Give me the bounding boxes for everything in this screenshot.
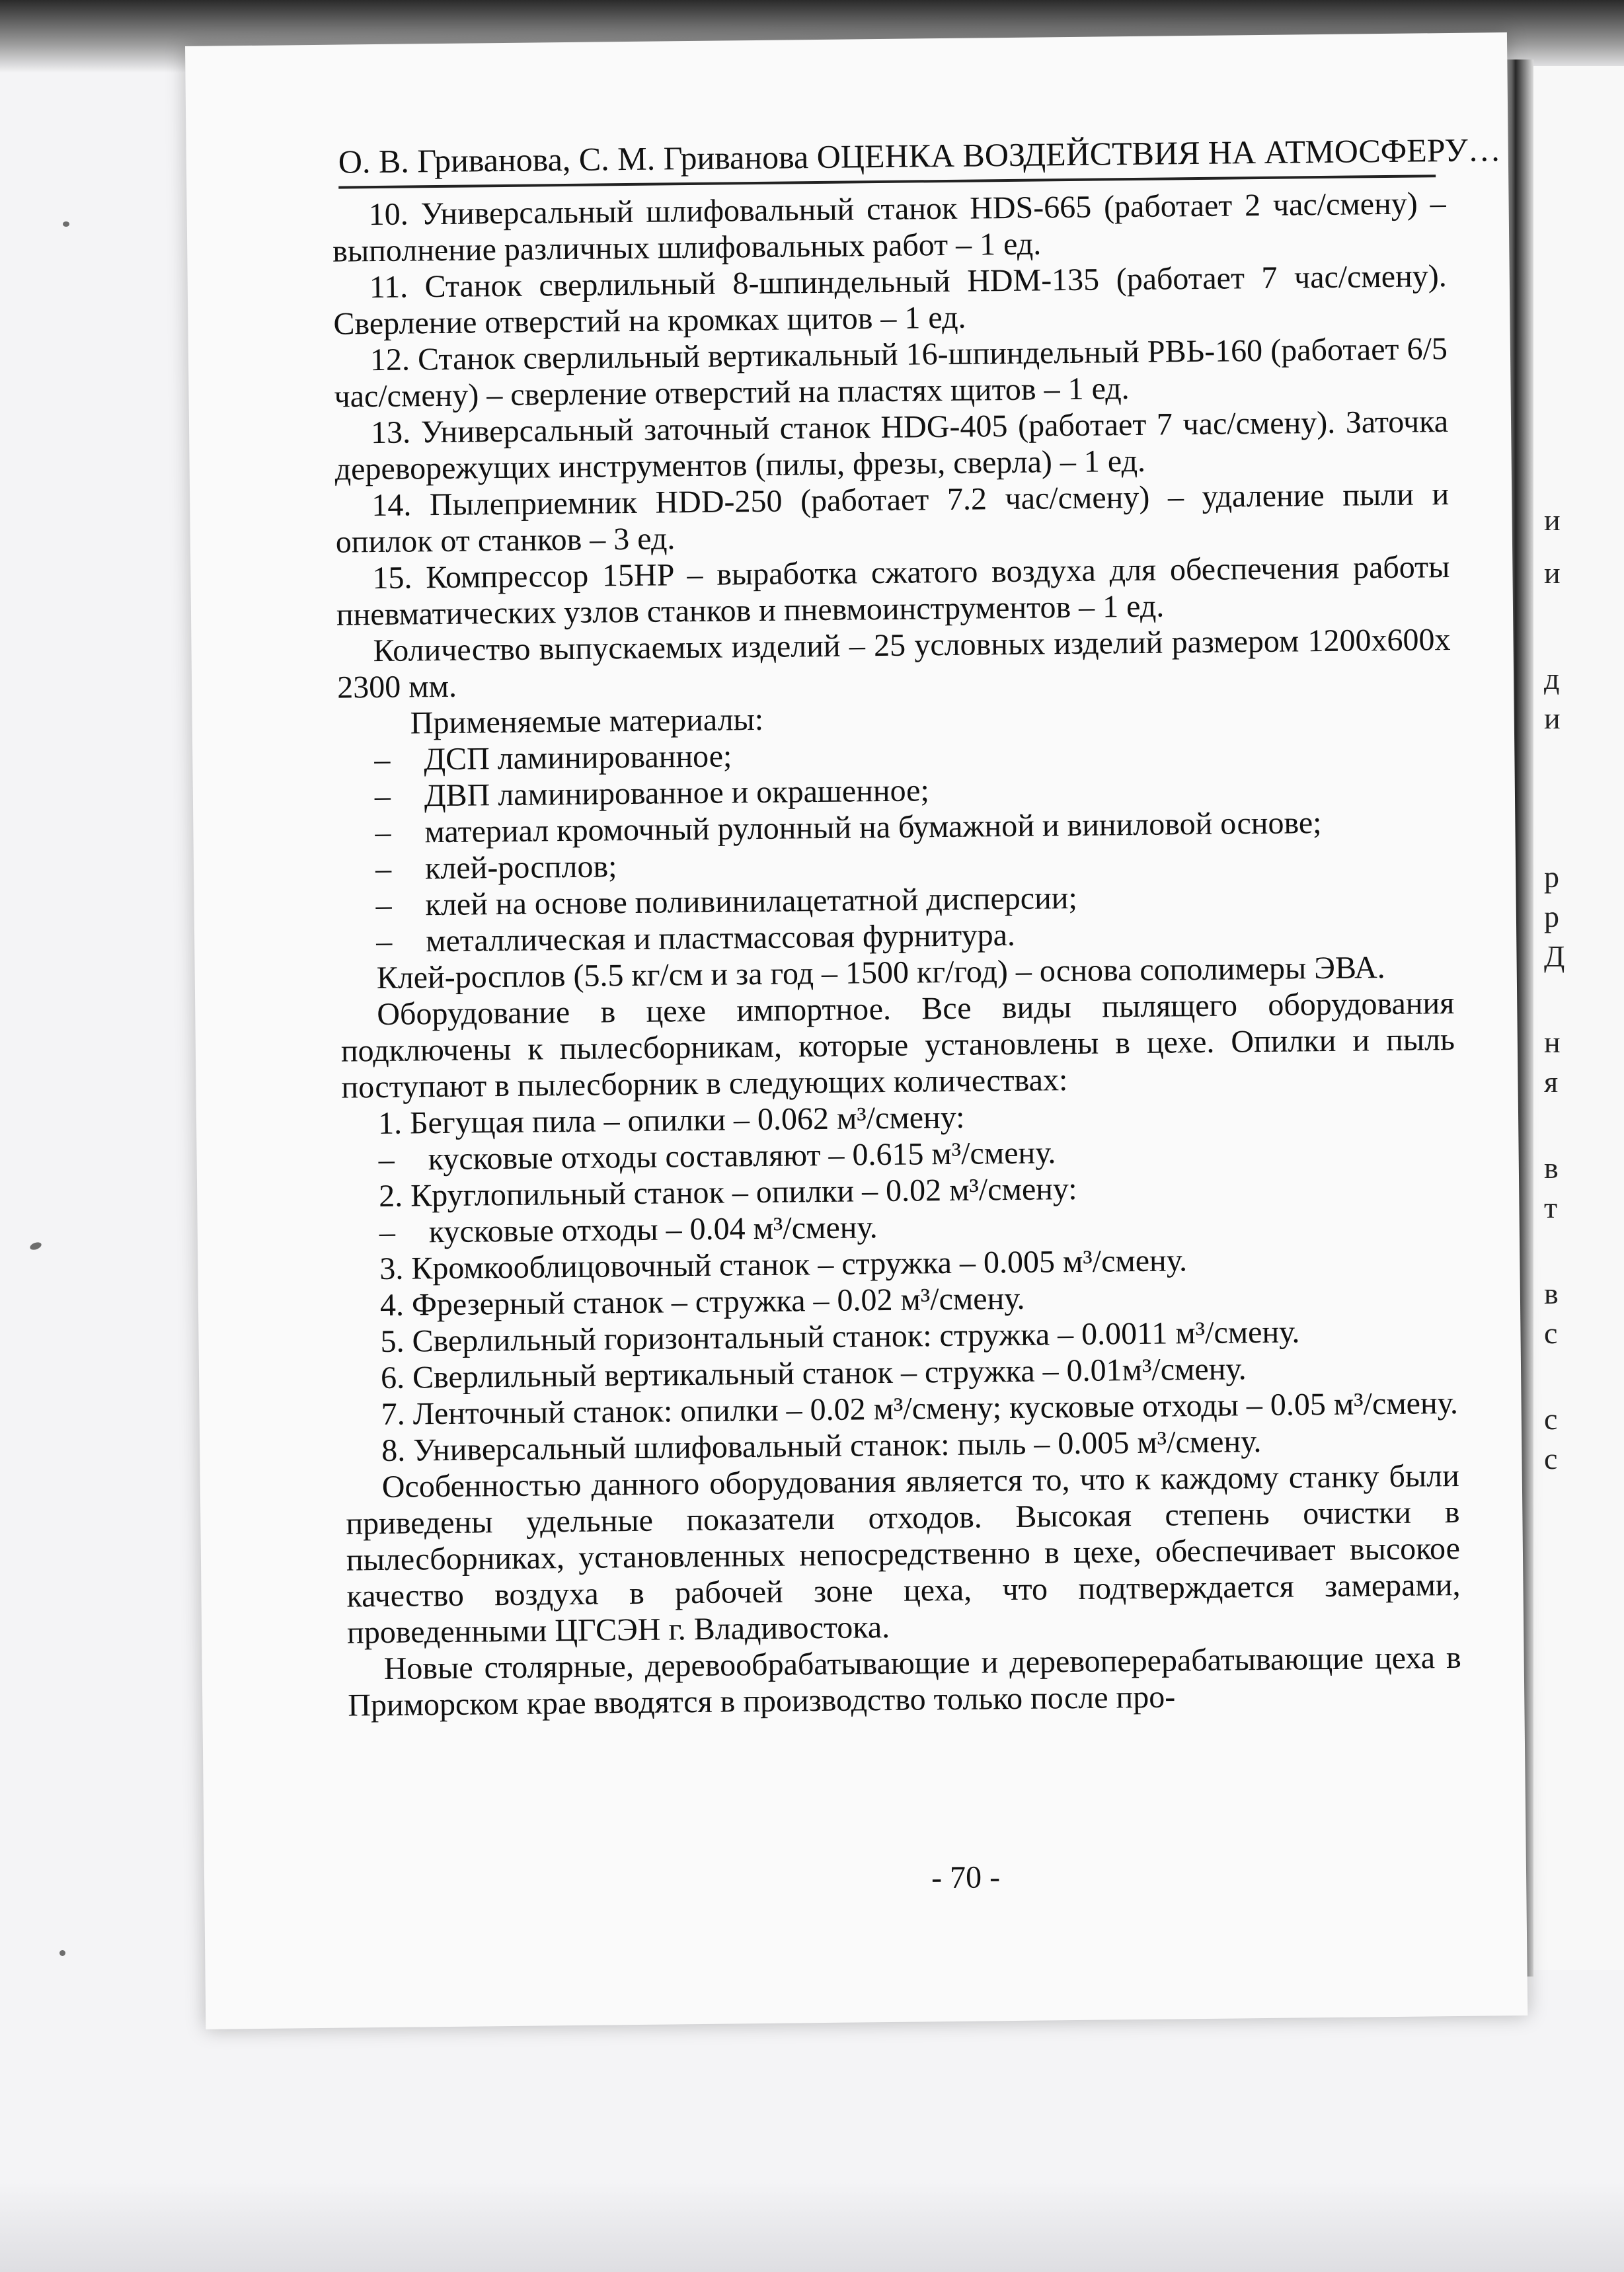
materials-list-item: – материал кромочный рулонный на бумажной и виниловой основе; [375, 805, 1322, 851]
adjacent-page-fragment: р [1544, 860, 1559, 894]
scan-speck [63, 221, 69, 227]
scan-bottom-edge [0, 2181, 1624, 2272]
adjacent-page-fragment: в [1544, 1151, 1559, 1185]
materials-intro: Применяемые материалы: [410, 701, 764, 741]
adjacent-page-fragment: я [1544, 1065, 1559, 1099]
materials-list-item: – клей-росплов; [375, 849, 617, 887]
adjacent-page-fragment: с [1544, 1402, 1558, 1436]
adjacent-page-fragment: в [1544, 1276, 1559, 1310]
adjacent-page-fragment: с [1544, 1442, 1558, 1475]
scan-speck [59, 1950, 65, 1956]
waste-item-6: 6. Сверлильный вертикальный станок – стружка – 0.01м³/смену. [380, 1351, 1247, 1396]
quantity-paragraph: Количество выпускаемых изделий – 25 условных изделий размером 1200х600х 2300 мм. [336, 622, 1451, 705]
adjacent-page [1533, 66, 1624, 1970]
equipment-item-13: 13. Универсальный заточный станок HDG-405 (работает 7 час/смену). Заточка дереворежущих инструментов (пилы, фрезы, сверла) – 1 ед. [334, 404, 1449, 487]
feature-paragraph: Особенностью данного оборудования является то, что к каждому станку были приведены удельные показатели отходов. Высокая степень очистки в пылесборниках, установленных непосредственно в цехе, обеспечивает высокое качество воздуха в рабочей зоне цеха, что подтверждается замерами, проведенными ЦГСЭН г. Владивостока. [346, 1458, 1461, 1651]
adjacent-page-fragment: с [1544, 1316, 1558, 1350]
adjacent-page-fragment: д [1544, 662, 1560, 695]
new-shops-paragraph: Новые столярные, деревообрабатывающие и деревоперерабатывающие цеха в Приморском крае вводятся в производство только после про- [348, 1639, 1461, 1723]
waste-item-2-sub: – кусковые отходы – 0.04 м³/смену. [379, 1210, 878, 1251]
materials-list-item: – ДСП ламинированное; [374, 738, 732, 778]
page-body [332, 185, 1461, 1724]
materials-list-item: – ДВП ламинированное и окрашенное; [374, 773, 930, 814]
waste-item-7: 7. Ленточный станок: опилки – 0.02 м³/смену; кусковые отходы – 0.05 м³/смену. [381, 1385, 1459, 1432]
materials-list-item: – клей на основе поливинилацетатной дисперсии; [375, 880, 1078, 923]
running-header: О. В. Гриванова, С. М. Гриванова ОЦЕНКА ВОЗДЕЙСТВИЯ НА АТМОСФЕРУ… [338, 131, 1436, 188]
glue-paragraph: Клей-росплов (5.5 кг/см и за год – 1500 кг/год) – основа сополимеры ЭВА. [376, 950, 1385, 996]
adjacent-page-fragment: и [1544, 503, 1561, 537]
waste-item-3: 3. Кромкооблицовочный станок – стружка – 0.005 м³/смену. [379, 1243, 1188, 1287]
adjacent-page-fragment: и [1544, 556, 1561, 590]
adjacent-page-fragment: р [1544, 900, 1559, 933]
adjacent-page-fragment: Д [1544, 939, 1565, 973]
materials-list-item: – металлическая и пластмассовая фурнитура. [375, 917, 1016, 960]
waste-item-2: 2. Круглопильный станок – опилки – 0.02 м³/смену: [378, 1171, 1077, 1214]
equipment-item-15: 15. Компрессор 15HP – выработка сжатого воздуха для обеспечения работы пневматических узлов станков и пневмоинструментов – 1 ед. [336, 549, 1450, 633]
equipment-item-10: 10. Универсальный шлифовальный станок HDS-665 (работает 2 час/смену) – выполнение различных шлифовальных работ – 1 ед. [332, 186, 1446, 269]
adjacent-page-fragment: т [1544, 1191, 1558, 1224]
book-page [185, 32, 1527, 2029]
scan-speck [29, 1241, 42, 1251]
page-number: - 70 - [931, 1860, 1001, 1896]
equipment-paragraph: Оборудование в цехе импортное. Все виды пылящего оборудования подключены к пылесборникам, которые установлены в цехе. Опилки и пыль поступают в пылесборник в следующих количествах: [340, 985, 1455, 1105]
equipment-item-11: 11. Станок сверлильный 8-шпиндельный HDM-135 (работает 7 час/смену). Сверление отверстий на кромках щитов – 1 ед. [333, 258, 1448, 342]
adjacent-page-fragment: и [1544, 701, 1561, 735]
equipment-item-12: 12. Станок сверлильный вертикальный 16-шпиндельный PBЬ-160 (работает 6/5 час/смену) – сверление отверстий на пластях щитов – 1 ед. [334, 331, 1448, 414]
waste-item-1: 1. Бегущая пила – опилки – 0.062 м³/смену: [377, 1099, 965, 1142]
waste-item-8: 8. Универсальный шлифовальный станок: пыль – 0.005 м³/смену. [381, 1424, 1262, 1469]
adjacent-page-fragment: н [1544, 1025, 1561, 1059]
waste-item-4: 4. Фрезерный станок – стружка – 0.02 м³/смену. [379, 1280, 1025, 1323]
waste-item-1-sub: – кусковые отходы составляют – 0.615 м³/смену. [378, 1135, 1056, 1178]
equipment-item-14: 14. Пылеприемник HDD-250 (работает 7.2 час/смену) – удаление пыли и опилок от станков – 3 ед. [335, 477, 1450, 560]
waste-item-5: 5. Сверлильный горизонтальный станок: стружка – 0.0011 м³/смену. [380, 1314, 1300, 1360]
